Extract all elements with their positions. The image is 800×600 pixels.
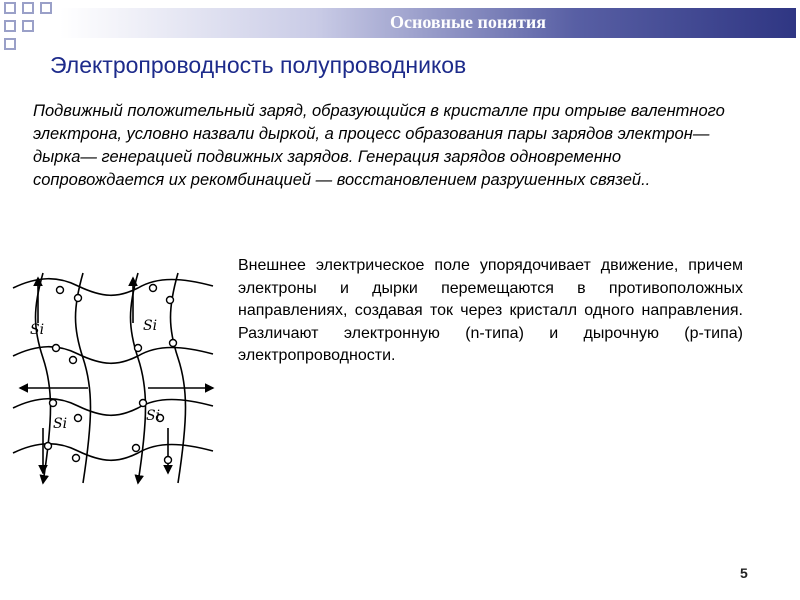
si-atom-label: Si xyxy=(143,318,158,334)
body-paragraph: Внешнее электрическое поле упорядочивает движение, причем электроны и дырки перемещаются в противоположных направлениях, создавая ток через кристалл одного направления. Различают электронную (n-типа) и дырочную (p-типа) электропроводности. xyxy=(238,257,743,364)
intro-paragraph: Подвижный положительный заряд, образующийся в кристалле при отрыве валентного электрона, условно назвали дыркой, а процесс образования пары зарядов электрон— дырка— генерацией подвижных зарядов. Генерация зарядов одновременно сопровождается их рекомбинацией — восстановлением разрушенных связей.. xyxy=(33,102,725,189)
title-bar-text: Основные понятия xyxy=(390,12,546,32)
title-bar xyxy=(60,8,796,38)
si-atom-label: Si xyxy=(53,416,68,432)
si-atom-label: Si xyxy=(30,322,45,338)
si-atom-label: Si xyxy=(146,408,161,424)
slide-heading: Электропроводность полупроводников xyxy=(50,52,467,78)
page-number: 5 xyxy=(740,565,748,581)
corner-decoration xyxy=(0,0,60,50)
crystal-lattice-figure xyxy=(8,268,220,488)
